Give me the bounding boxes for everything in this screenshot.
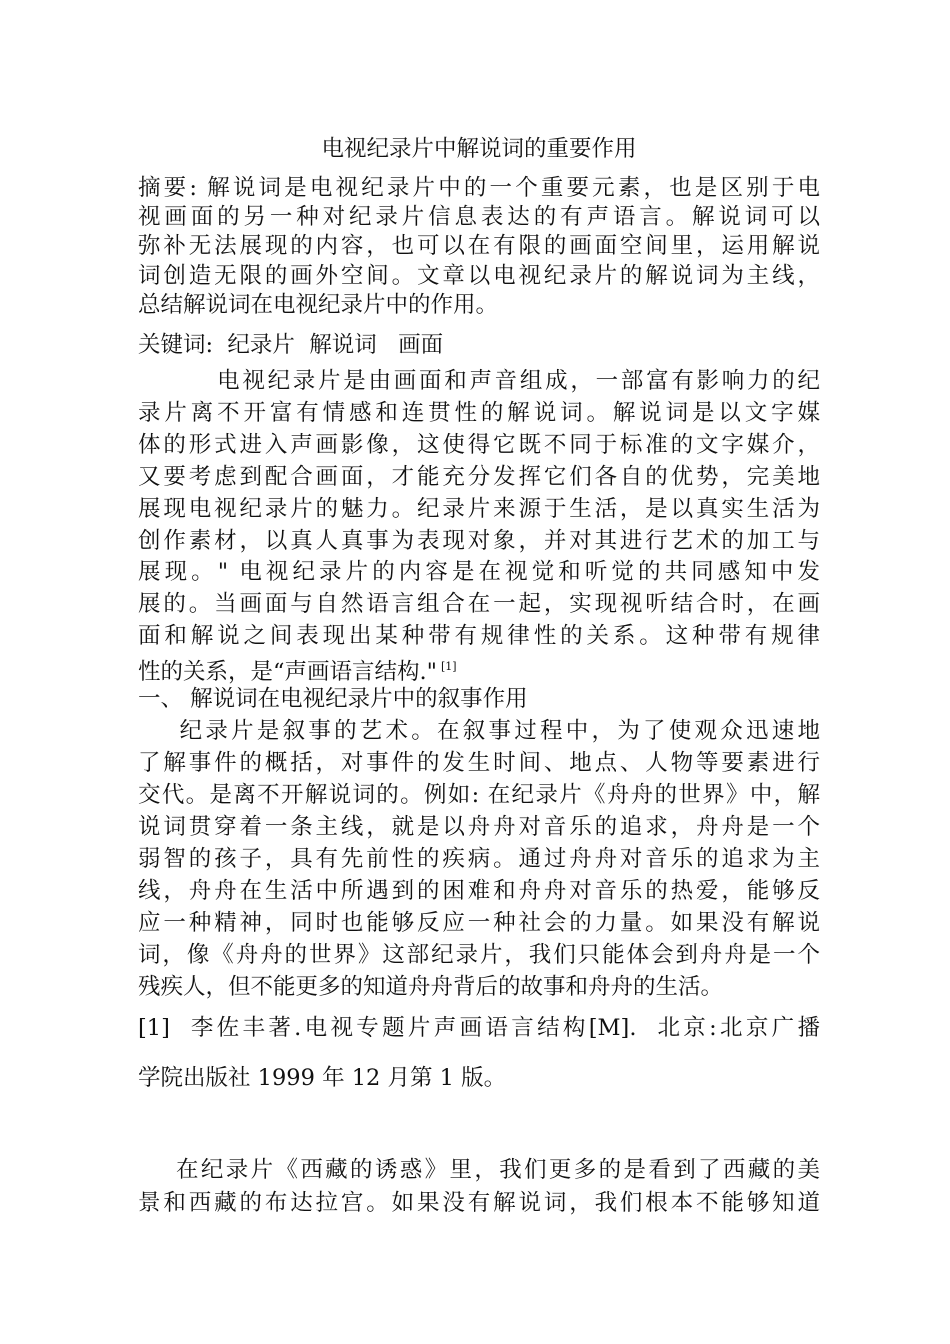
- footnote-reference: [1]: [441, 660, 457, 673]
- paragraph-line: 在纪录片《西藏的诱惑》里，我们更多的是看到了西藏的美: [138, 1157, 820, 1183]
- paragraph-line: 展的。当画面与自然语言组合在一起，实现视听结合时，在画: [138, 591, 820, 617]
- paragraph-line: 创作素材，以真人真事为表现对象，并对其进行艺术的加工与: [138, 528, 820, 554]
- paragraph-line: 残疾人，但不能更多的知道舟舟背后的故事和舟舟的生活。: [138, 974, 724, 1000]
- paragraph-line: 面和解说之间表现出某种带有规律性的关系。这种带有规律: [138, 623, 820, 649]
- paragraph-line: 展现电视纪录片的魅力。纪录片来源于生活，是以真实生活为: [138, 496, 820, 522]
- paragraph-text: 性的关系，是“声画语言结构.": [138, 659, 438, 685]
- footnote-line: [1] 李佐丰著.电视专题片声画语言结构[M]. 北京:北京广播: [138, 1015, 820, 1041]
- paragraph-line: 了解事件的概括，对事件的发生时间、地点、人物等要素进行: [138, 750, 820, 776]
- paragraph-line: [138, 652, 820, 687]
- paragraph-line: 说词贯穿着一条主线，就是以舟舟对音乐的追求，舟舟是一个: [138, 814, 820, 840]
- paragraph-line: 展现。" 电视纪录片的内容是在视觉和听觉的共同感知中发: [138, 559, 820, 585]
- paragraph-line: 线，舟舟在生活中所遇到的困难和舟舟对音乐的热爱，能够反: [138, 878, 820, 904]
- paragraph-line: 应一种精神，同时也能够反应一种社会的力量。如果没有解说: [138, 910, 820, 936]
- abstract-line: 总结解说词在电视纪录片中的作用。: [138, 292, 499, 318]
- abstract-line: 摘要: 解说词是电视纪录片中的一个重要元素，也是区别于电: [138, 175, 820, 201]
- paragraph-line: 交代。是离不开解说词的。例如: 在纪录片《舟舟的世界》中，解: [138, 782, 820, 808]
- paragraph-line: 景和西藏的布达拉宫。如果没有解说词，我们根本不能够知道: [138, 1190, 820, 1216]
- document-title: 电视纪录片中解说词的重要作用: [321, 136, 637, 162]
- abstract-line: 弥补无法展现的内容，也可以在有限的画面空间里，运用解说: [138, 233, 820, 259]
- paragraph-line: 弱智的孩子，具有先前性的疾病。通过舟舟对音乐的追求为主: [138, 846, 820, 872]
- abstract-line: 词创造无限的画外空间。文章以电视纪录片的解说词为主线，: [138, 263, 820, 289]
- paragraph-line: 电视纪录片是由画面和声音组成，一部富有影响力的纪: [138, 368, 820, 394]
- paragraph-line: 纪录片是叙事的艺术。在叙事过程中，为了使观众迅速地: [138, 718, 820, 744]
- abstract-line: 视画面的另一种对纪录片信息表达的有声语言。解说词可以: [138, 204, 820, 230]
- footnote-line: 学院出版社 1999 年 12 月第 1 版。: [138, 1065, 507, 1091]
- section-heading: 一、 解说词在电视纪录片中的叙事作用: [138, 686, 528, 712]
- paragraph-line: 录片离不开富有情感和连贯性的解说词。解说词是以文字媒: [138, 400, 820, 426]
- keywords: 关键词: 纪录片 解说词 画面: [138, 332, 444, 358]
- paragraph-line: 体的形式进入声画影像，这使得它既不同于标准的文字媒介，: [138, 432, 820, 458]
- paragraph-line: 又要考虑到配合画面，才能充分发挥它们各自的优势，完美地: [138, 464, 820, 490]
- paragraph-line: 词，像《舟舟的世界》这部纪录片，我们只能体会到舟舟是一个: [138, 942, 820, 968]
